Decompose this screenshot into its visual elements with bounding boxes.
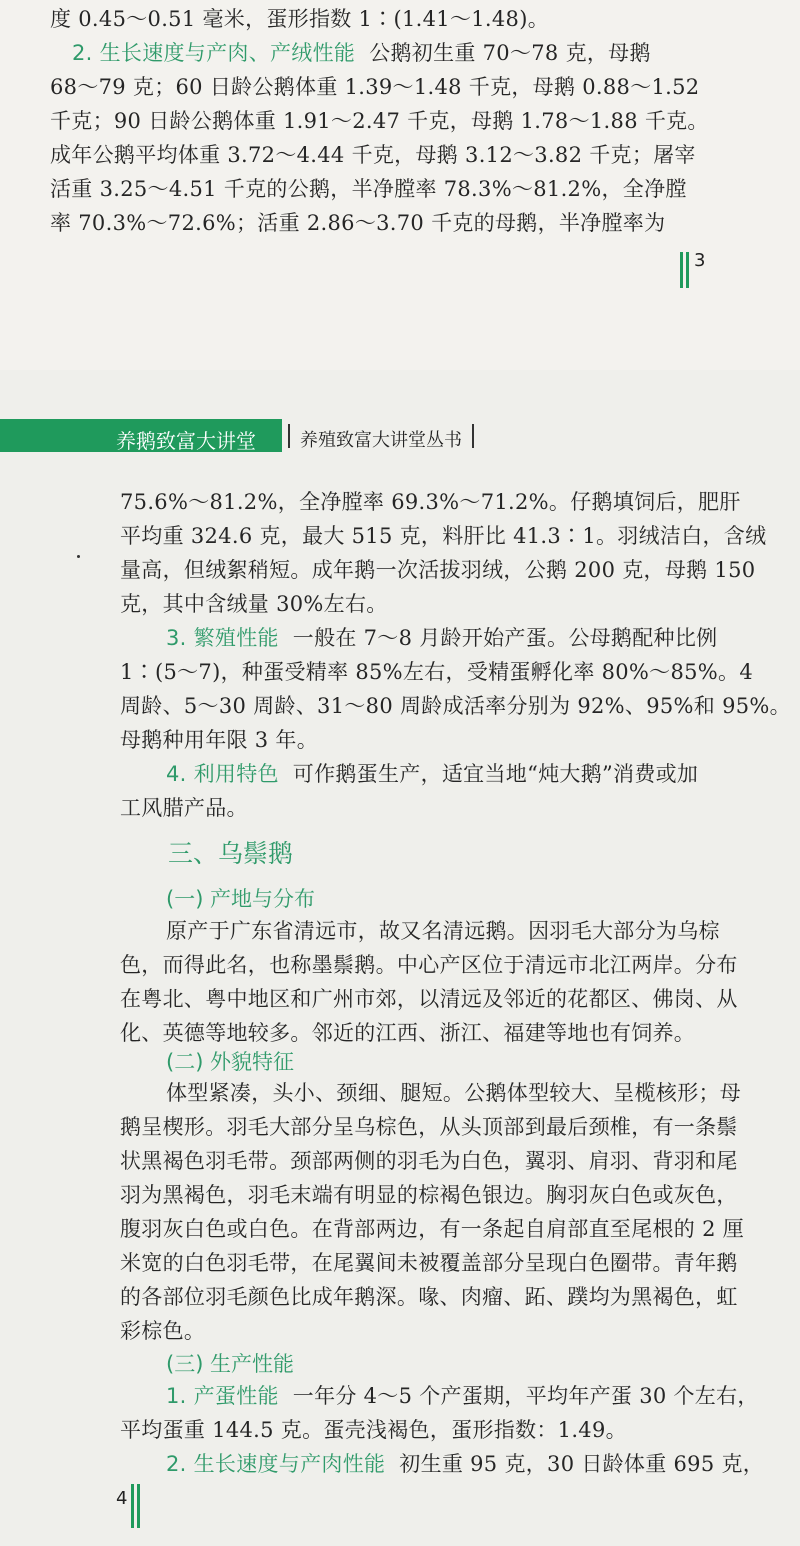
text-line: 68～79 克；60 日龄公鹅体重 1.39～1.48 千克，母鹅 0.88～1.52 bbox=[50, 75, 700, 99]
book-title: 养鹅致富大讲堂 bbox=[116, 429, 256, 453]
section-intro: 一般在 7～8 月龄开始产蛋。公母鹅配种比例 bbox=[292, 626, 718, 650]
page-marker-bar bbox=[680, 252, 683, 288]
section-heading: 4. 利用特色 bbox=[166, 762, 279, 786]
chapter-title: 三、乌鬃鹅 bbox=[168, 839, 294, 868]
page-number: 4 bbox=[116, 1488, 128, 1509]
text-line: 度 0.45～0.51 毫米，蛋形指数 1∶(1.41～1.48)。 bbox=[50, 7, 550, 31]
text-line: 羽为黑褐色，羽毛末端有明显的棕褐色银边。胸羽灰白色或灰色， bbox=[120, 1183, 738, 1207]
text-line bbox=[72, 40, 651, 67]
page-marker-bar bbox=[137, 1484, 140, 1528]
section-intro: 一年分 4～5 个产蛋期，平均年产蛋 30 个左右， bbox=[292, 1384, 759, 1408]
text-line: 在粤北、粤中地区和广州市郊，以清远及邻近的花都区、佛岗、从 bbox=[120, 987, 738, 1011]
text-line: 母鹅种用年限 3 年。 bbox=[120, 728, 319, 752]
speck bbox=[77, 555, 80, 558]
section-intro: 公鹅初生重 70～78 克，母鹅 bbox=[369, 41, 651, 65]
text-line: 平均重 324.6 克，最大 515 克，料肝比 41.3∶1。羽绒洁白，含绒 bbox=[120, 524, 767, 548]
text-line: 75.6%～81.2%，全净膛率 69.3%～71.2%。仔鹅填饲后，肥肝 bbox=[120, 490, 741, 514]
section-heading: 2. 生长速度与产肉、产绒性能 bbox=[72, 41, 356, 65]
text-line: 彩棕色。 bbox=[120, 1319, 206, 1343]
subsection-title: (一) 产地与分布 bbox=[166, 887, 316, 911]
text-line: 工风腊产品。 bbox=[120, 796, 248, 820]
text-line: 1∶(5～7)，种蛋受精率 85%左右，受精蛋孵化率 80%～85%。4 bbox=[120, 660, 754, 684]
section-heading: 2. 生长速度与产肉性能 bbox=[166, 1452, 386, 1476]
text-line: 平均蛋重 144.5 克。蛋壳浅褐色，蛋形指数：1.49。 bbox=[120, 1418, 627, 1442]
text-line: 率 70.3%～72.6%；活重 2.86～3.70 千克的母鹅，半净膛率为 bbox=[50, 211, 666, 235]
page-marker-bar bbox=[131, 1484, 134, 1528]
text-line: 腹羽灰白色或白色。在背部两边，有一条起自肩部直至尾根的 2 厘 bbox=[120, 1217, 745, 1241]
series-title: 养殖致富大讲堂丛书 bbox=[300, 430, 462, 451]
text-line: 成年公鹅平均体重 3.72～4.44 千克，母鹅 3.12～3.82 千克；屠宰 bbox=[50, 143, 696, 167]
text-line bbox=[166, 1383, 759, 1410]
subsection-title: (三) 生产性能 bbox=[166, 1352, 295, 1376]
section-heading: 3. 繁殖性能 bbox=[166, 626, 279, 650]
text-line: 化、英德等地较多。邻近的江西、浙江、福建等地也有饲养。 bbox=[120, 1021, 696, 1045]
text-line bbox=[166, 1451, 764, 1478]
text-line: 千克；90 日龄公鹅体重 1.91～2.47 千克，母鹅 1.78～1.88 千克。 bbox=[50, 109, 709, 133]
text-line: 状黑褐色羽毛带。颈部两侧的羽毛为白色，翼羽、肩羽、背羽和尾 bbox=[120, 1149, 738, 1173]
text-line: 色，而得此名，也称墨鬃鹅。中心产区位于清远市北江两岸。分布 bbox=[120, 953, 738, 977]
section-heading: 1. 产蛋性能 bbox=[166, 1384, 279, 1408]
text-line: 活重 3.25～4.51 千克的公鹅，半净膛率 78.3%～81.2%，全净膛 bbox=[50, 177, 687, 201]
text-line: 克，其中含绒量 30%左右。 bbox=[120, 592, 388, 616]
page-marker-bar bbox=[686, 252, 689, 288]
text-line: 米宽的白色羽毛带，在尾翼间未被覆盖部分呈现白色圈带。青年鹅 bbox=[120, 1251, 738, 1275]
text-line: 原产于广东省清远市，故又名清远鹅。因羽毛大部分为乌棕 bbox=[166, 919, 720, 943]
section-intro: 可作鹅蛋生产，适宜当地“炖大鹅”消费或加 bbox=[292, 762, 699, 786]
text-line: 鹅呈楔形。羽毛大部分呈乌棕色，从头顶部到最后颈椎，有一条鬃 bbox=[120, 1115, 738, 1139]
text-line: 量高，但绒絮稍短。成年鹅一次活拔羽绒，公鹅 200 克，母鹅 150 bbox=[120, 558, 756, 582]
text-line: 周龄、5～30 周龄、31～80 周龄成活率分别为 92%、95%和 95%。 bbox=[120, 694, 791, 718]
text-line: 的各部位羽毛颜色比成年鹅深。喙、肉瘤、跖、蹼均为黑褐色，虹 bbox=[120, 1285, 738, 1309]
text-line bbox=[166, 761, 698, 788]
text-line: 体型紧凑，头小、颈细、腿短。公鹅体型较大、呈榄核形；母 bbox=[166, 1081, 742, 1105]
section-intro: 初生重 95 克，30 日龄体重 695 克， bbox=[399, 1452, 765, 1476]
subsection-title: (二) 外貌特征 bbox=[166, 1050, 295, 1074]
page-number: 3 bbox=[694, 250, 706, 271]
text-line bbox=[166, 625, 717, 652]
